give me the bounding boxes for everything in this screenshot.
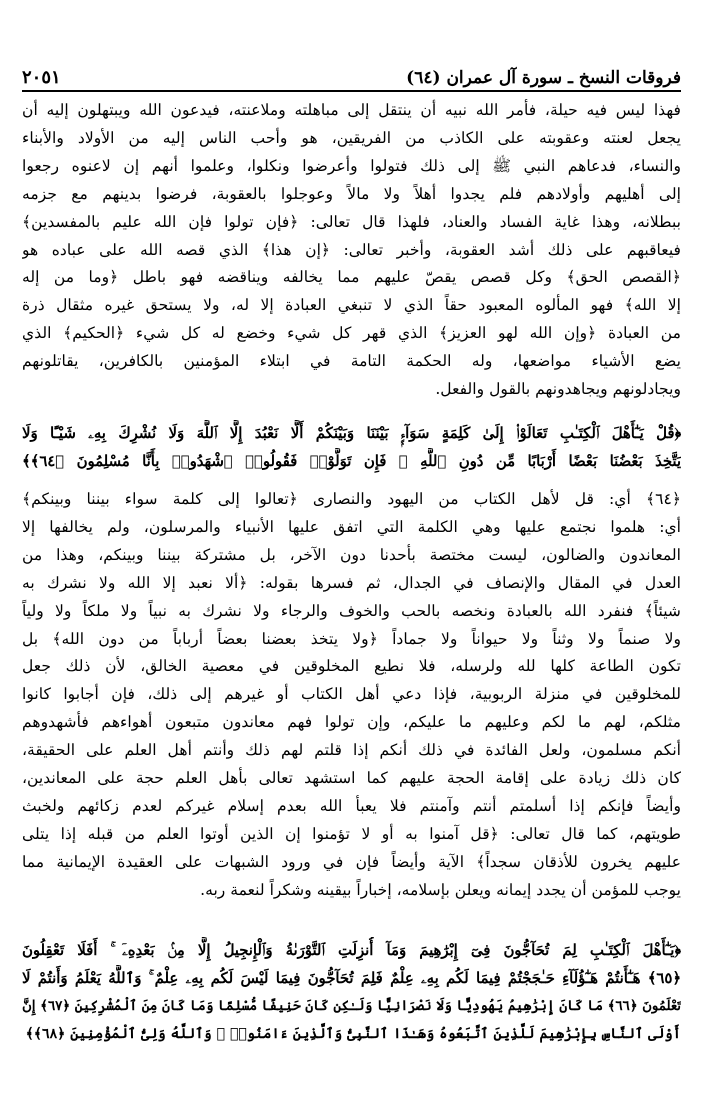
tafsir-paragraph-1 bbox=[22, 97, 681, 404]
text-line: فهذا ليس فيه حيلة، فأمر الله نبيه أن ينتقل إلى مباهلته وملاعنته، فيدعون الله ويبتهلون إليه أن bbox=[22, 101, 681, 119]
quran-verse-64 bbox=[22, 420, 681, 476]
text-line: المعاندون والضالون، ليست مختصة بأحدنا دون الآخر، بل مشتركة بيننا وبينكم، وهذا من bbox=[22, 545, 681, 564]
quran-verses-65-68 bbox=[22, 937, 681, 1049]
text-line: أنكم مسلمون، ولعل الفائدة في ذلك أنكم إذا قلتم لهم ذلك وأنتم أهل العلم على الحقيقة، bbox=[22, 741, 681, 760]
text-line: كان ذلك زيادة على إقامة الحجة عليهم كما استشهد تعالى بأهل العلم حجة على المعاندين، bbox=[22, 769, 681, 788]
book-page bbox=[22, 0, 681, 1101]
text-line: وأيضاً فإنكم إذا أسلمتم أنتم وآمنتم فلا يعبأ الله بعدم إسلام غيركم لعدم زكائهم ولخبث bbox=[22, 796, 681, 815]
running-title: فروقات النسخ ـ سورة آل عمران (٦٤) bbox=[406, 68, 681, 88]
text-line: إلا الله﴾ فهو المألوه المعبود حقاً الذي لا تنبغي العبادة إلا له، ولا يستحق غيره مثقال ذرة bbox=[22, 296, 681, 315]
page-header bbox=[22, 58, 681, 92]
text-line: فيعاقبهم على ذلك أشد العقوبة، وأخبر تعالى: ﴿إن هذا﴾ الذي قصه الله على عباده هو bbox=[22, 240, 681, 259]
page-number: ٢٠٥١ bbox=[22, 67, 61, 88]
text-line: يوجب للمؤمن أن يجدد إيمانه ويعلن بإسلامه، إخباراً بيقينه وشكراً لنعمة ربه. bbox=[200, 880, 681, 899]
verse-line: ﴿يَـٰٓأَهْلَ ٱلْكِتَـٰبِ لِمَ تُحَآجُّونَ فِىٓ إِبْرَٰهِيمَ وَمَآ أُنزِلَتِ ٱلتَّوْرَىٰةُ وَٱلْإِنجِيلُ إِلَّا مِنۢ بَعْدِهِۦٓ ۚ أَفَلَا تَعْقِلُونَ bbox=[22, 942, 681, 959]
text-line: تكون الطاعة كلها لله ولرسله، فلا نطيع المخلوقين في معصية الخالق، لأن ذلك جعل bbox=[22, 657, 681, 676]
text-line: مثلكم، لهم ما لكم وعليهم ما عليكم، وإن تولوا فهم معاندون متبعون أهواءهم فأشهدوهم bbox=[22, 713, 681, 732]
text-line: ويجادلونهم ويجاهدونهم بالقول والفعل. bbox=[435, 380, 681, 399]
text-line: ﴿القصص الحق﴾ وكل قصص يقصّ عليهم مما يخالفه ويناقضه فهو باطل ﴿وما من إله bbox=[22, 268, 681, 287]
verse-line: ﴿٦٥﴾ هَـٰٓأَنتُمْ هَـٰٓؤُلَآءِ حَـٰجَجْتُمْ فِيمَا لَكُم بِهِۦ عِلْمٌ فَلِمَ تُحَآجُّونَ فِيمَا لَيْسَ لَكُم بِهِۦ عِلْمٌ ۚ وَٱللَّهُ يَعْلَمُ وَأَنتُمْ لَا bbox=[22, 969, 681, 987]
text-line: أي: هلموا نجتمع عليها وهي الكلمة التي اتفق عليها الأنبياء والمرسلون، ولم يخالفها إلا bbox=[22, 517, 681, 536]
text-line: يجعل لعنته وعقوبته على الكاذب من الفريقين، هو وأحب الناس إليه من الأولاد والأبناء bbox=[22, 128, 681, 147]
text-line: ﴿٦٤﴾ أي: قل لأهل الكتاب من اليهود والنصارى ﴿تعالوا إلى كلمة سواء بيننا وبينكم﴾ bbox=[22, 490, 681, 508]
verse-line: تَعْلَمُونَ ﴿٦٦﴾ مَا كَانَ إِبْرَٰهِيمُ يَهُودِيًّا وَلَا نَصْرَانِيًّا وَلَـٰكِن كَانَ حَنِيفًا مُّسْلِمًا وَمَا كَانَ مِنَ ٱلْمُشْرِكِينَ ﴿٦٧﴾ إِنَّ bbox=[22, 998, 681, 1014]
text-line: شيئاً﴾ فنفرد الله بالعبادة ونخصه بالحب والخوف والرجاء ولا نشرك به نبياً ولا ملكاً ولا ولياً bbox=[22, 601, 681, 620]
verse-line: ﴿قُلْ يَـٰٓأَهْلَ ٱلْكِتَـٰبِ تَعَالَوْا۟ إِلَىٰ كَلِمَةٍ سَوَآءٍۭ بَيْنَنَا وَبَيْنَكُمْ أَلَّا نَعْبُدَ إِلَّا ٱللَّهَ وَلَا نُشْرِكَ بِهِۦ شَيْـًٔا وَلَا bbox=[22, 425, 681, 442]
verse-line: أَوْلَى ٱلنَّاسِ بِإِبْرَٰهِيمَ لَلَّذِينَ ٱتَّبَعُوهُ وَهَـٰذَا ٱلنَّبِىُّ وَٱلَّذِينَ ءَامَنُوا۟ ۗ وَٱللَّهُ وَلِىُّ ٱلْمُؤْمِنِينَ ﴿٦٨﴾﴾ bbox=[25, 1025, 681, 1042]
text-line: ولا صنماً ولا وثناً ولا حيواناً ولا جماداً ﴿ولا يتخذ بعضنا بعضاً أرباباً من دون الله﴾ بل bbox=[22, 629, 681, 648]
text-line: طويتهم، كما قال تعالى: ﴿قل آمنوا به أو لا تؤمنوا إن الذين أوتوا العلم من قبله إذا يتلى bbox=[22, 824, 681, 843]
text-line: والنساء، فدعاهم النبي ﷺ إلى ذلك فتولوا وأعرضوا ونكلوا، وعلموا أنهم إن لاعنوه رجعوا bbox=[22, 156, 681, 175]
text-line: إلى أهليهم وأولادهم فلم يجدوا أهلاً ولا مالاً وعوجلوا بالعقوبة، فرضوا بدينهم مع جزمه bbox=[22, 184, 681, 203]
text-line: ببطلانه، وهذا غاية الفساد والعناد، فلهذا قال تعالى: ﴿فإن تولوا فإن الله عليم بالمفسدين﴾ bbox=[22, 212, 681, 231]
verse-line: يَتَّخِذَ بَعْضُنَا بَعْضًا أَرْبَابًا مِّن دُونِ ٱللَّهِ ۚ فَإِن تَوَلَّوْا۟ فَقُولُوا۟ ٱشْهَدُوا۟ بِأَنَّا مُسْلِمُونَ ﴿٦٤﴾﴾ bbox=[22, 452, 681, 470]
tafsir-paragraph-2 bbox=[22, 486, 681, 905]
text-line: من العبادة ﴿وإن الله لهو العزيز﴾ الذي قهر كل شيء وخضع له كل شيء ﴿الحكيم﴾ الذي bbox=[22, 324, 681, 343]
text-line: عليهم يخرون للأذقان سجداً﴾ الآية وأيضاً فإن في ورود الشبهات على العقيدة الإيمانية مما bbox=[22, 852, 681, 871]
text-line: يضع الأشياء مواضعها، وله الحكمة التامة في ابتلاء المؤمنين بالكافرين، يقاتلونهم bbox=[22, 352, 681, 371]
text-line: العدل في المقال والإنصاف في الجدال، ثم فسرها بقوله: ﴿ألا نعبد إلا الله ولا نشرك به bbox=[22, 573, 681, 592]
text-line: للمخلوقين في منزلة الربوبية، فإذا دعي أهل الكتاب أو غيرهم إلى ذلك، فإن أجابوا كانوا bbox=[22, 685, 681, 704]
